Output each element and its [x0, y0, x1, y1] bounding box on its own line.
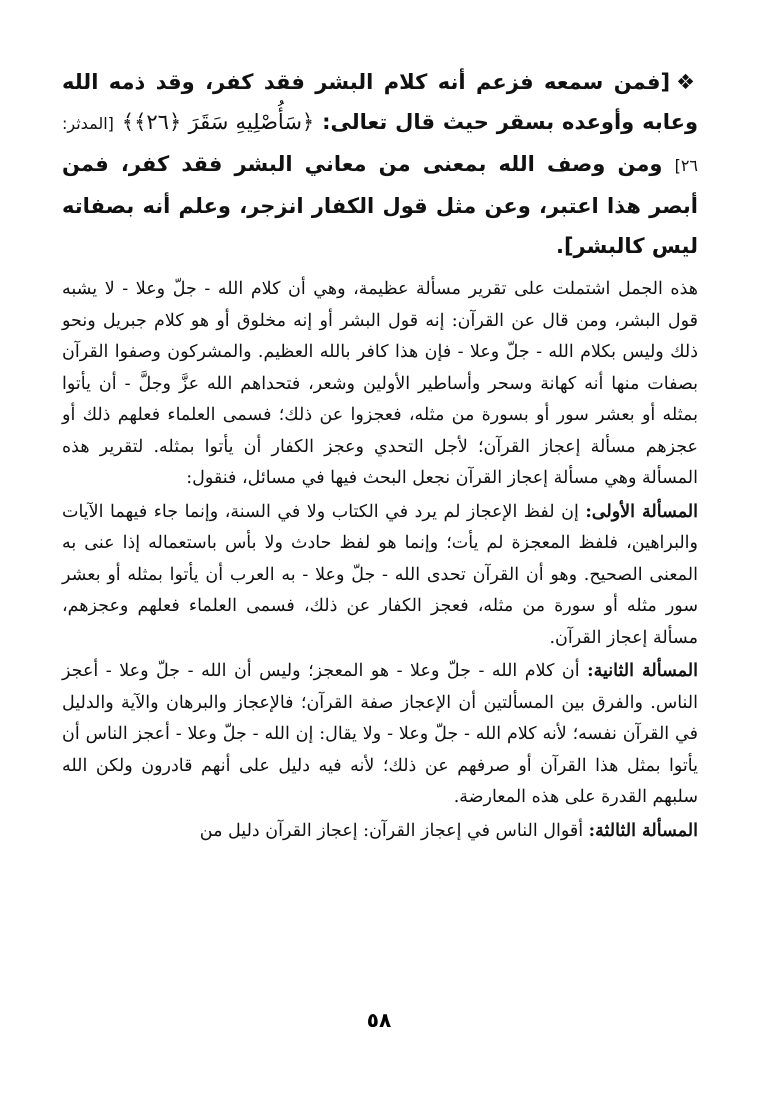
- section-heading: المسألة الأولى:: [585, 501, 699, 522]
- section-second: [62, 656, 698, 814]
- verse-reference: [المدثر: ٢٦]: [62, 114, 699, 175]
- section-heading: المسألة الثانية:: [587, 661, 698, 681]
- book-page: [62, 62, 698, 1052]
- page-number: ٥٨: [366, 1008, 392, 1032]
- section-body: أقوال الناس في إعجاز القرآن: إعجاز القرآن دليل من: [199, 820, 589, 841]
- matn-text-part1: [فمن سمعه فزعم أنه كلام البشر فقد كفر، وقد ذمه الله وعابه وأوعده بسقر حيث قال تعالى:: [62, 70, 699, 134]
- matn-paragraph: [62, 62, 698, 266]
- matn-text-part2: ومن وصف الله بمعنى من معاني البشر فقد كفر، فمن أبصر هذا اعتبر، وعن مثل قول الكفار انزجر، وعلم أنه بصفاته ليس كالبشر].: [62, 152, 698, 258]
- diamond-bullet-icon: ❖: [676, 70, 698, 94]
- section-body: إن لفظ الإعجاز لم يرد في الكتاب ولا في السنة، وإنما جاء فيهما الآيات والبراهين، فلفظ المعجزة لم يأت؛ وإنما هو لفظ حادث ولا بأس باستعماله إذا عنى به المعنى الصحيح. وهو أن القرآن تحدى الله - جلّ وعلا - به العرب أن يأتوا بمثله أو بعشر سور مثله أو سورة من مثله، فعجز الكفار عن ذلك، فسمى العلماء فعلهم وعجزهم، مسألة إعجاز القرآن.: [62, 501, 698, 648]
- quran-verse: ﴿سَأُصْلِيهِ سَقَرَ ﴿٢٦﴾﴾: [121, 110, 315, 134]
- section-body: أن كلام الله - جلّ وعلا - هو المعجز؛ وليس أن الله - جلّ وعلا - أعجز الناس. والفرق بين المسألتين أن الإعجاز صفة القرآن؛ فالإعجاز والبرهان والآية والدليل في القرآن نفسه؛ لأنه كلام الله - جلّ وعلا - ولا يقال: إن الله - جلّ وعلا - أعجز الناس أن يأتوا بمثل هذا القرآن أو صرفهم عن ذلك؛ لأنه فيه دليل على أنهم قادرون ولكن الله سلبهم القدرة على هذه المعارضة.: [62, 661, 698, 807]
- intro-paragraph: هذه الجمل اشتملت على تقرير مسألة عظيمة، وهي أن كلام الله - جلّ وعلا - لا يشبه قول البشر، ومن قال عن القرآن: إنه قول البشر أو إنه مخلوق أو هو كلام جبريل ونحو ذلك وليس بكلام الله - جلّ وعلا - فإن هذا كافر بالله العظيم. والمشركون وصفوا القرآن بصفات منها أنه كهانة وسحر وأساطير الأولين وشعر، فتحداهم الله عزَّ وجلَّ - أن يأتوا بمثله أو بعشر سور أو بسورة من مثله، فعجزوا عن ذلك؛ فسمى العلماء فعلهم ذلك أو عجزهم مسألة إعجاز القرآن؛ لأجل التحدي وعجز الكفار أن يأتوا بمثله. لتقرير هذه المسألة وهي مسألة إعجاز القرآن نجعل البحث فيها في مسائل، فنقول:: [62, 279, 698, 488]
- section-third: [62, 816, 698, 848]
- section-heading: المسألة الثالثة:: [588, 820, 698, 841]
- section-first: [62, 497, 698, 655]
